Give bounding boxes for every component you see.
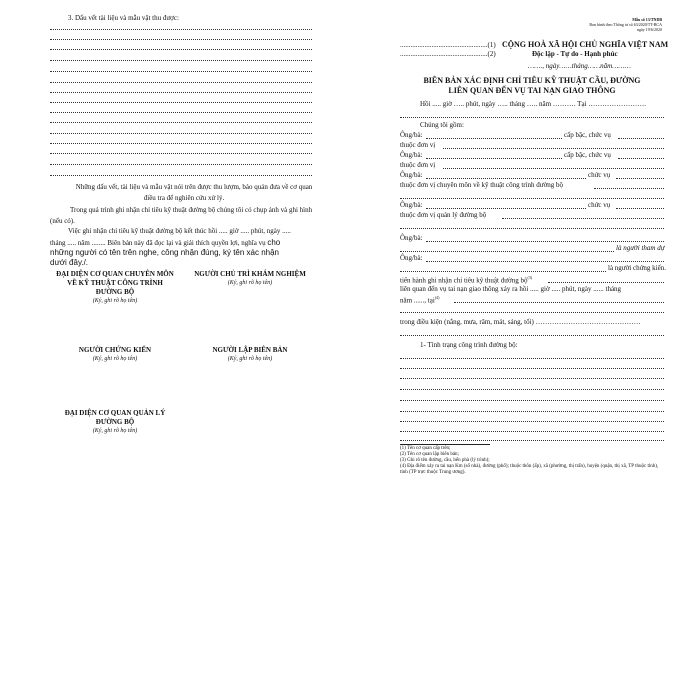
conclusion-line3: những người có tên trên nghe, công nhận đúng, ký tên xác nhận: [50, 248, 280, 257]
sig-writer-note: (Ký, ghi rõ họ tên): [227, 356, 273, 362]
footnote-ref-3: (3): [527, 275, 533, 280]
sig-dept-title: ĐẠI DIỆN CƠ QUAN CHUYÊN MÔN VỀ KỸ THUẬT CÔNG TRÌNH ĐƯỜNG BỘ: [56, 270, 174, 296]
conclusion-line4: dưới đây./.: [50, 258, 89, 267]
member1-rank-field[interactable]: [618, 138, 664, 139]
dotted-line: [50, 92, 312, 93]
expert-unit-field[interactable]: [594, 188, 664, 189]
dotted-line: [400, 312, 664, 313]
sig-road-note: (Ký, ghi rõ họ tên): [92, 428, 138, 434]
member1-label: Ông/bà:: [400, 131, 423, 139]
dotted-line[interactable]: [400, 440, 664, 441]
member1-unit-field[interactable]: [443, 148, 664, 149]
member2-rank-label: cấp bậc, chức vụ: [564, 151, 611, 159]
field-superior-agency: ..................................................(1): [400, 41, 496, 49]
weather-line: trong điều kiện (nắng, mưa, râm, mát, sáng, tối) ………………………………………: [400, 318, 641, 326]
dotted-line: [400, 117, 664, 118]
member2-unit-label: thuộc đơn vị: [400, 161, 436, 169]
dotted-line: [50, 71, 312, 72]
nation-title: CỘNG HOÀ XÃ HỘI CHỦ NGHĨA VIỆT NAM: [502, 40, 669, 49]
dotted-line: [50, 112, 312, 113]
conclusion-line2-text: tháng ..... năm ........ Biên bản này đã đọc lại và giải thích quyền lợi, nghĩa vụ: [50, 239, 266, 247]
member6-label: Ông/bà:: [400, 254, 423, 262]
form-number: Mẫu số 13/TNDB: [632, 17, 662, 22]
member4-position-field[interactable]: [616, 208, 664, 209]
dotted-line[interactable]: [400, 411, 664, 412]
dotted-line[interactable]: [400, 421, 664, 422]
member2-unit-field[interactable]: [443, 168, 664, 169]
road-name-field[interactable]: [548, 282, 664, 283]
dotted-line[interactable]: [400, 368, 664, 369]
member1-unit-label: thuộc đơn vị: [400, 141, 436, 149]
proceed-line2: liên quan đến vụ tai nạn giao thông xảy ra hồi ..... giờ ..... phút, ngày ...... tháng: [400, 285, 622, 293]
issued-line1: Ban hành theo Thông tư số 63/2020/TT-BCA: [589, 22, 662, 27]
participant-field[interactable]: [400, 251, 614, 252]
member4-position-label: chức vụ: [588, 201, 611, 209]
report-title-line1: BIÊN BẢN XÁC ĐỊNH CHỈ TIÊU KỸ THUẬT CẦU, ĐƯỜNG: [423, 76, 641, 85]
section1-title: 1- Tình trạng công trình đường bộ:: [420, 341, 518, 349]
footnote-4: (4) Địa điểm xảy ra tai nạn Km (số nhà), đường (phố); thuộc thôn (ấp), xã (phường, thị trấn), huyện (quận, thị xã, TP thuộc tỉnh), tỉnh (TP trực thuộc Trung ương).: [400, 464, 659, 475]
road-unit-field[interactable]: [502, 218, 664, 219]
report-title-line2: LIÊN QUAN ĐẾN VỤ TAI NẠN GIAO THÔNG: [448, 86, 616, 95]
conclusion-line2-tail: cho: [267, 238, 281, 247]
field-issuing-agency: ..................................................(2): [400, 50, 496, 58]
member2-label: Ông/bà:: [400, 151, 423, 159]
road-unit-label: thuộc đơn vị quản lý đường bộ: [400, 211, 487, 219]
footnote-rule: [400, 444, 490, 445]
dotted-line[interactable]: [400, 400, 664, 401]
time-place-line: Hồi ..... giờ ….. phút, ngày ….. tháng ….. năm ………. Tại …………………….: [420, 100, 647, 108]
member1-rank-label: cấp bậc, chức vụ: [564, 131, 611, 139]
sig-road-title: ĐẠI DIỆN CƠ QUAN QUẢN LÝ ĐƯỜNG BỘ: [64, 409, 166, 426]
member2-name-field[interactable]: [426, 158, 562, 159]
proceed-line1-text: tiến hành ghi nhận chỉ tiêu kỹ thuật đường bộ: [400, 276, 528, 285]
dotted-line: [400, 228, 664, 229]
sig-writer-title: NGƯỜI LẬP BIÊN BẢN: [212, 346, 288, 354]
dotted-line: [50, 175, 312, 176]
dotted-line: [50, 102, 312, 103]
member6-name-field[interactable]: [426, 261, 664, 262]
sig-chief-note: (Ký, ghi rõ họ tên): [227, 280, 273, 286]
sig-witness-title: NGƯỜI CHỨNG KIẾN: [78, 346, 152, 354]
footnote-ref-4: (4): [434, 295, 440, 300]
date-line: ……., ngày……tháng……năm………: [528, 62, 631, 70]
footnote-3: (3) Ghi rõ tên đường, cầu, bến phà (lý trình);: [400, 458, 490, 463]
section3-title: 3. Dấu vết tài liệu và mẫu vật thu được:: [68, 14, 179, 22]
member5-label: Ông/bà:: [400, 234, 423, 242]
dotted-line: [50, 39, 312, 40]
proceed-line3-text: năm ......, tại: [400, 296, 435, 305]
witness-label: là người chứng kiến.: [608, 264, 666, 272]
member1-name-field[interactable]: [426, 138, 562, 139]
member3-position-label: chức vụ: [588, 171, 611, 179]
dotted-line[interactable]: [400, 378, 664, 379]
members-label: Chúng tôi gồm:: [420, 121, 464, 129]
sig-dept-note: (Ký, ghi rõ họ tên): [92, 298, 138, 304]
proceed-line3: [400, 295, 439, 304]
dotted-line[interactable]: [400, 389, 664, 390]
dotted-line: [50, 164, 312, 165]
dotted-line: [400, 335, 664, 336]
dotted-line: [50, 133, 312, 134]
footnote-2: (2) Tên cơ quan lập biên bản;: [400, 452, 459, 457]
member4-name-field[interactable]: [426, 208, 586, 209]
dotted-line: [50, 143, 312, 144]
dotted-line: [50, 153, 312, 154]
member3-name-field[interactable]: [426, 178, 586, 179]
member5-name-field[interactable]: [426, 241, 664, 242]
issued-line2: ngày 19/6/2020: [637, 27, 662, 32]
sig-chief-title: NGƯỜI CHỦ TRÌ KHÁM NGHIỆM: [194, 270, 306, 278]
location-field[interactable]: [454, 302, 664, 303]
member3-position-field[interactable]: [616, 178, 664, 179]
motto: Độc lập - Tự do - Hạnh phúc: [532, 50, 618, 58]
dotted-line: [50, 29, 312, 30]
dotted-line: [50, 82, 312, 83]
footnote-1: (1) Tên cơ quan cấp trên;: [400, 446, 451, 451]
dotted-line: [50, 60, 312, 61]
member4-label: Ông/bà:: [400, 201, 423, 209]
dotted-line: [50, 49, 312, 50]
dotted-line: [400, 198, 664, 199]
evidence-paragraph: Những dấu vết, tài liệu và mẫu vật nói trên được thu lượm, bảo quản đưa về cơ quan điều tra để nghiên cứu xử lý.: [75, 183, 313, 202]
dotted-line: [50, 122, 312, 123]
proceed-line1: [400, 275, 532, 284]
expert-unit-label: thuộc đơn vị chuyên môn về kỹ thuật công trình đường bộ: [400, 181, 564, 189]
dotted-line[interactable]: [400, 358, 664, 359]
conclusion-line2: [50, 238, 280, 247]
member3-label: Ông/bà:: [400, 171, 423, 179]
dotted-line[interactable]: [400, 431, 664, 432]
sig-witness-note: (Ký, ghi rõ họ tên): [92, 356, 138, 362]
witness-field[interactable]: [400, 271, 606, 272]
recording-paragraph: Trong quá trình ghi nhận chỉ tiêu kỹ thuật đường bộ chúng tôi có chụp ảnh và ghi hình (nếu có).: [50, 206, 313, 225]
participant-label: là người tham dự: [616, 244, 665, 252]
member2-rank-field[interactable]: [618, 158, 664, 159]
right-page: [350, 0, 700, 700]
conclusion-line1: Việc ghi nhận chỉ tiêu kỹ thuật đường bộ kết thúc hồi ..... giờ ..... phút, ngày .....: [68, 227, 291, 235]
